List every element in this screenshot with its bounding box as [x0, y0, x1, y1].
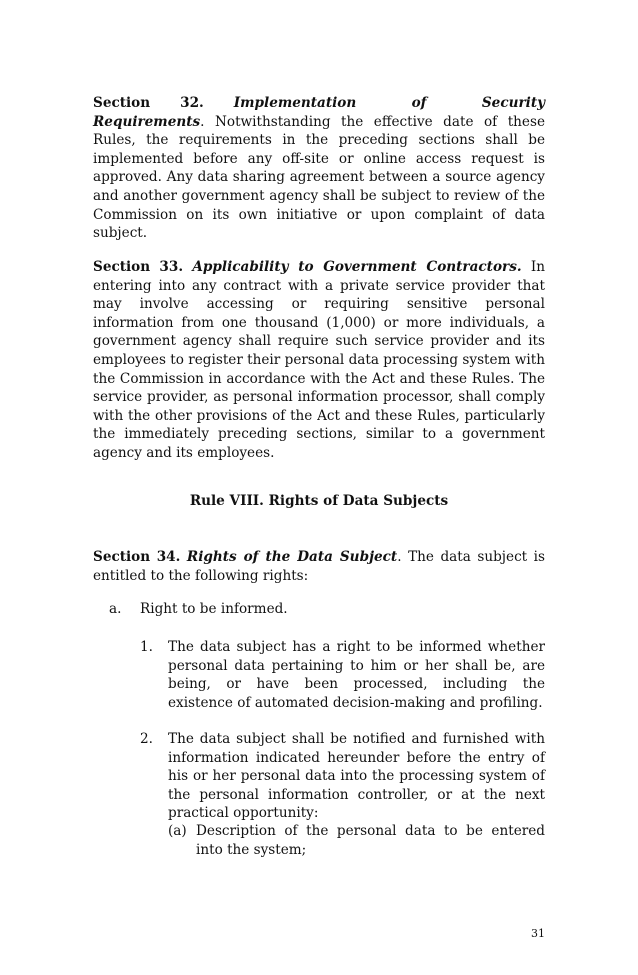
- item-a-text: Right to be informed.: [140, 601, 288, 617]
- item-2a-marker: (a): [168, 823, 187, 839]
- item-1-marker: 1.: [140, 639, 153, 655]
- section-34-number: 34.: [156, 549, 181, 565]
- section-34-title: Rights of the Data Subject: [186, 549, 398, 565]
- section-33-title: Applicability to Government Contractors.: [192, 259, 522, 275]
- item-1-text: The data subject has a right to be informed whether personal data pertaining to him or her shall be, are being, or have been processed, including the existence of automated decision-making and profiling.: [168, 639, 545, 711]
- section-32-body: Notwithstanding the effective date of these Rules, the requirements in the preceding sections shall be implemented before any off-site or online access request is approved. Any data sharing agreement between a source agency and another government agency shall be subject to review of the Commission on its own initiative or upon complaint of data subject.: [93, 113, 545, 242]
- item-2-marker: 2.: [140, 731, 153, 747]
- section-32-title: Implementation of Security Requirements: [93, 95, 545, 130]
- section-32-title-end: .: [200, 113, 205, 130]
- section-32-paragraph: [93, 94, 545, 243]
- section-32-number: 32.: [180, 95, 204, 111]
- section-34-title-end: .: [397, 549, 402, 565]
- rule-heading: Rule VIII. Rights of Data Subjects: [189, 493, 449, 509]
- item-a-marker: a.: [109, 601, 122, 617]
- item-2a-text: Description of the personal data to be entered into the system;: [196, 823, 545, 858]
- section-34-body: The data subject is entitled to the following rights:: [93, 549, 546, 584]
- section-33-label: Section: [93, 259, 151, 275]
- section-33-paragraph: [93, 258, 545, 463]
- section-33-number: 33.: [159, 259, 184, 275]
- section-32-label: Section: [93, 95, 151, 111]
- page-number: 31: [531, 927, 545, 940]
- section-34-paragraph: [93, 548, 545, 585]
- item-2-text: The data subject shall be notified and furnished with information indicated hereunder before the entry of his or her personal data into the processing system of the personal information controller, or at the next practical opportunity:: [168, 731, 545, 822]
- section-33-body: In entering into any contract with a private service provider that may involve accessing or requiring sensitive personal information from one thousand (1,000) or more individuals, a government agency shall require such service provider and its employees to register their personal data processing system with the Commission in accordance with the Act and these Rules. The service provider, as personal information processor, shall comply with the other provisions of the Act and these Rules, particularly the immediately preceding sections, similar to a government agency and its employees.: [93, 259, 545, 461]
- section-34-label: Section: [93, 549, 151, 565]
